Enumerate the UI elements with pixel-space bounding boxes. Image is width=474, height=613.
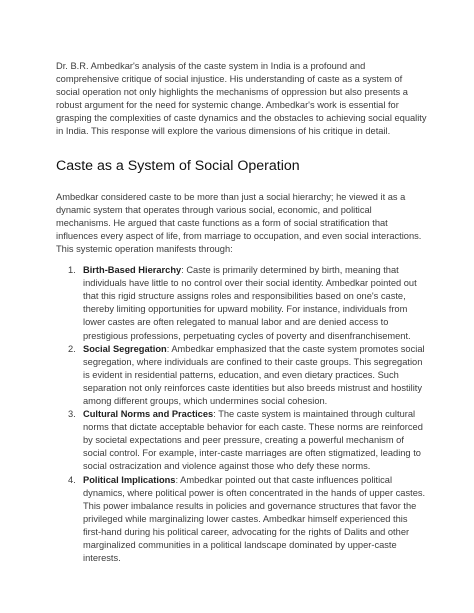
- list-item-term: Social Segregation: [83, 343, 167, 354]
- list-item-text: : The caste system is maintained through cultural norms that dictate acceptable behavior for each caste. These norms are reinforced by societal expectations and peer pressure, creating a powerful mechanism of social control. For example, inter-caste marriages are often stigmatized, leading to social ostracization and violence against those who defy these norms.: [83, 409, 423, 472]
- list-item: [56, 408, 428, 473]
- list-item: [56, 474, 428, 566]
- intro-paragraph: Dr. B.R. Ambedkar's analysis of the caste system in India is a profound and comprehensive critique of social injustice. His understanding of caste as a system of social operation not only highlights the mechanisms of oppression but also presents a robust argument for the need for systemic change. Ambedkar's work is essential for grasping the complexities of caste dynamics and the obstacles to achieving social equality in India. This response will explore the various dimensions of his critique in detail.: [56, 61, 427, 137]
- list-item-text: : Ambedkar emphasized that the caste system promotes social segregation, where individuals are confined to their caste groups. This segregation is evident in residential patterns, education, and even dietary practices. Such separation not only reinforces caste identities but also breeds mistrust and hostility among different groups, which undermines social cohesion.: [83, 343, 425, 406]
- list-item-term: Birth-Based Hierarchy: [83, 265, 182, 276]
- document-page: [56, 60, 428, 565]
- list-item: [56, 343, 428, 408]
- mechanism-list: [56, 264, 428, 565]
- list-item-number: 1.: [68, 265, 76, 276]
- section-intro-paragraph: Ambedkar considered caste to be more than just a social hierarchy; he viewed it as a dynamic system that operates through various social, economic, and political mechanisms. He argued that caste functions as a form of social stratification that influences every aspect of life, from marriage to occupation, and even social interactions. This systemic operation manifests through:: [56, 191, 422, 254]
- list-item-number: 2.: [68, 343, 76, 354]
- list-item: [56, 264, 428, 343]
- list-item-text: : Ambedkar pointed out that caste influences political dynamics, where political power is often concentrated in the hands of upper castes. This power imbalance results in policies and governance structures that favor the privileged while marginalizing lower castes. Ambedkar himself experienced this first-hand during his political career, advocating for the rights of Dalits and other marginalized communities in a political landscape dominated by upper-caste interests.: [83, 474, 426, 564]
- section-heading: Caste as a System of Social Operation: [56, 157, 300, 174]
- list-item-text: : Caste is primarily determined by birth, meaning that individuals have little to no control over their social identity. Ambedkar pointed out that this rigid structure assigns roles and responsibilities based on one's caste, thereby limiting opportunities for upward mobility. For instance, individuals from lower castes are often relegated to manual labor and are denied access to prestigious professions, perpetuating cycles of poverty and disenfranchisement.: [83, 265, 417, 341]
- list-item-number: 4.: [68, 474, 76, 485]
- list-item-number: 3.: [68, 409, 76, 420]
- list-item-term: Cultural Norms and Practices: [83, 409, 214, 420]
- list-item-term: Political Implications: [83, 474, 176, 485]
